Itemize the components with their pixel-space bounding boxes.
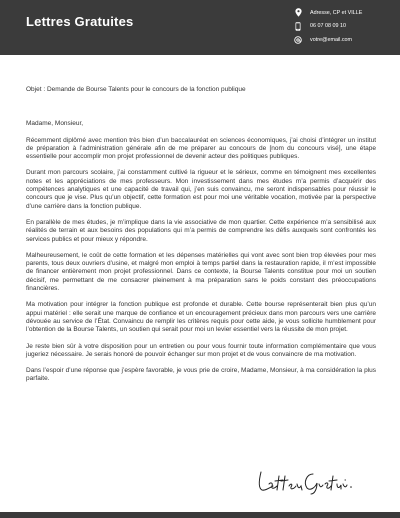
contact-email: votre@email.com [310, 36, 353, 43]
brand-title: Lettres Gratuites [26, 14, 134, 29]
letter-paragraph: Ma motivation pour intégrer la fonction publique est profonde et durable. Cette bourse représenterait bien plus qu’un appui matériel : elle serait une marque de confiance et un encouragement précieux dans mon parcours vers une carrière dévouée au service de l’État. Convaincu de remplir les critères requis pour cette aide, je vous sollicite humblement pour l’obtention de la Bourse Talents, un soutien qui serait pour moi un levier essentiel vers la réussite de mon projet. [26, 301, 376, 334]
letter-paragraph: Je reste bien sûr à votre disposition pour un entretien ou pour vous fournir toute information complémentaire que vous jugeriez nécessaire. Je serais honoré de pouvoir échanger sur mon projet et de vous convaincre de ma motivation. [26, 342, 376, 358]
letter-body [26, 86, 376, 392]
letter-paragraph: En parallèle de mes études, je m’implique dans la vie associative de mon quartier. Cette expérience m’a sensibilisé aux réalités de terrain et aux besoins des populations qui m’a permis de comprendre les défis auxquels sont confrontés les services publics et pour mieux y répondre. [26, 218, 376, 243]
letter-paragraph: Récemment diplômé avec mention très bien d’un baccalauréat en sciences économiques, j’ai choisi d’intégrer un institut de préparation à l’administration générale afin de me préparer au concours de [nom du concours visé], une étape essentielle pour accomplir mon projet professionnel de devenir acteur des politiques publiques. [26, 136, 376, 161]
contact-block [292, 6, 397, 47]
footer-bar [0, 512, 400, 518]
location-pin-icon [292, 8, 304, 17]
handwritten-signature [255, 466, 355, 496]
phone-icon [292, 22, 304, 31]
contact-phone: 06 07 08 09 10 [310, 23, 346, 30]
contact-address-row [292, 6, 397, 20]
email-icon [292, 36, 304, 44]
contact-email-row [292, 33, 397, 47]
contact-phone-row [292, 20, 397, 34]
header-bar [0, 0, 400, 55]
letter-paragraph: Malheureusement, le coût de cette formation et les dépenses matérielles qui vont avec sont bien trop élevées pour mes parents, tous deux ouvriers d’usine, et malgré mon emploi à temps partiel dans la restauration rapide, il m’est impossible de financer entièrement mon projet professionnel. Dans ce contexte, la Bourse Talents constitue pour moi un soutien décisif, me permettant de me consacrer pleinement à ma préparation sans le poids constant des préoccupations financières. [26, 251, 376, 293]
letter-paragraph: Durant mon parcours scolaire, j’ai constamment cultivé la rigueur et le sérieux, comme en témoignent mes excellentes notes et les appréciations de mes professeurs. Mon investissement dans mes études m’a permis d’acquérir des compétences analytiques et une capacité de travail qui, j’en suis convaincu, me seront indispensables pour réussir le concours que je vise. Plus qu’un objectif, cette formation est pour moi une véritable vocation, motivée par la perspective d’une carrière dans la fonction publique. [26, 169, 376, 210]
contact-address: Adresse, CP et VILLE [310, 9, 363, 16]
letter-object: Objet : Demande de Bourse Talents pour le concours de la fonction publique [26, 86, 246, 93]
letter-salutation: Madame, Monsieur, [26, 120, 84, 128]
letter-paragraph: Dans l’espoir d’une réponse que j’espère favorable, je vous prie de croire, Madame, Monsieur, à ma considération la plus parfaite. [26, 367, 376, 383]
